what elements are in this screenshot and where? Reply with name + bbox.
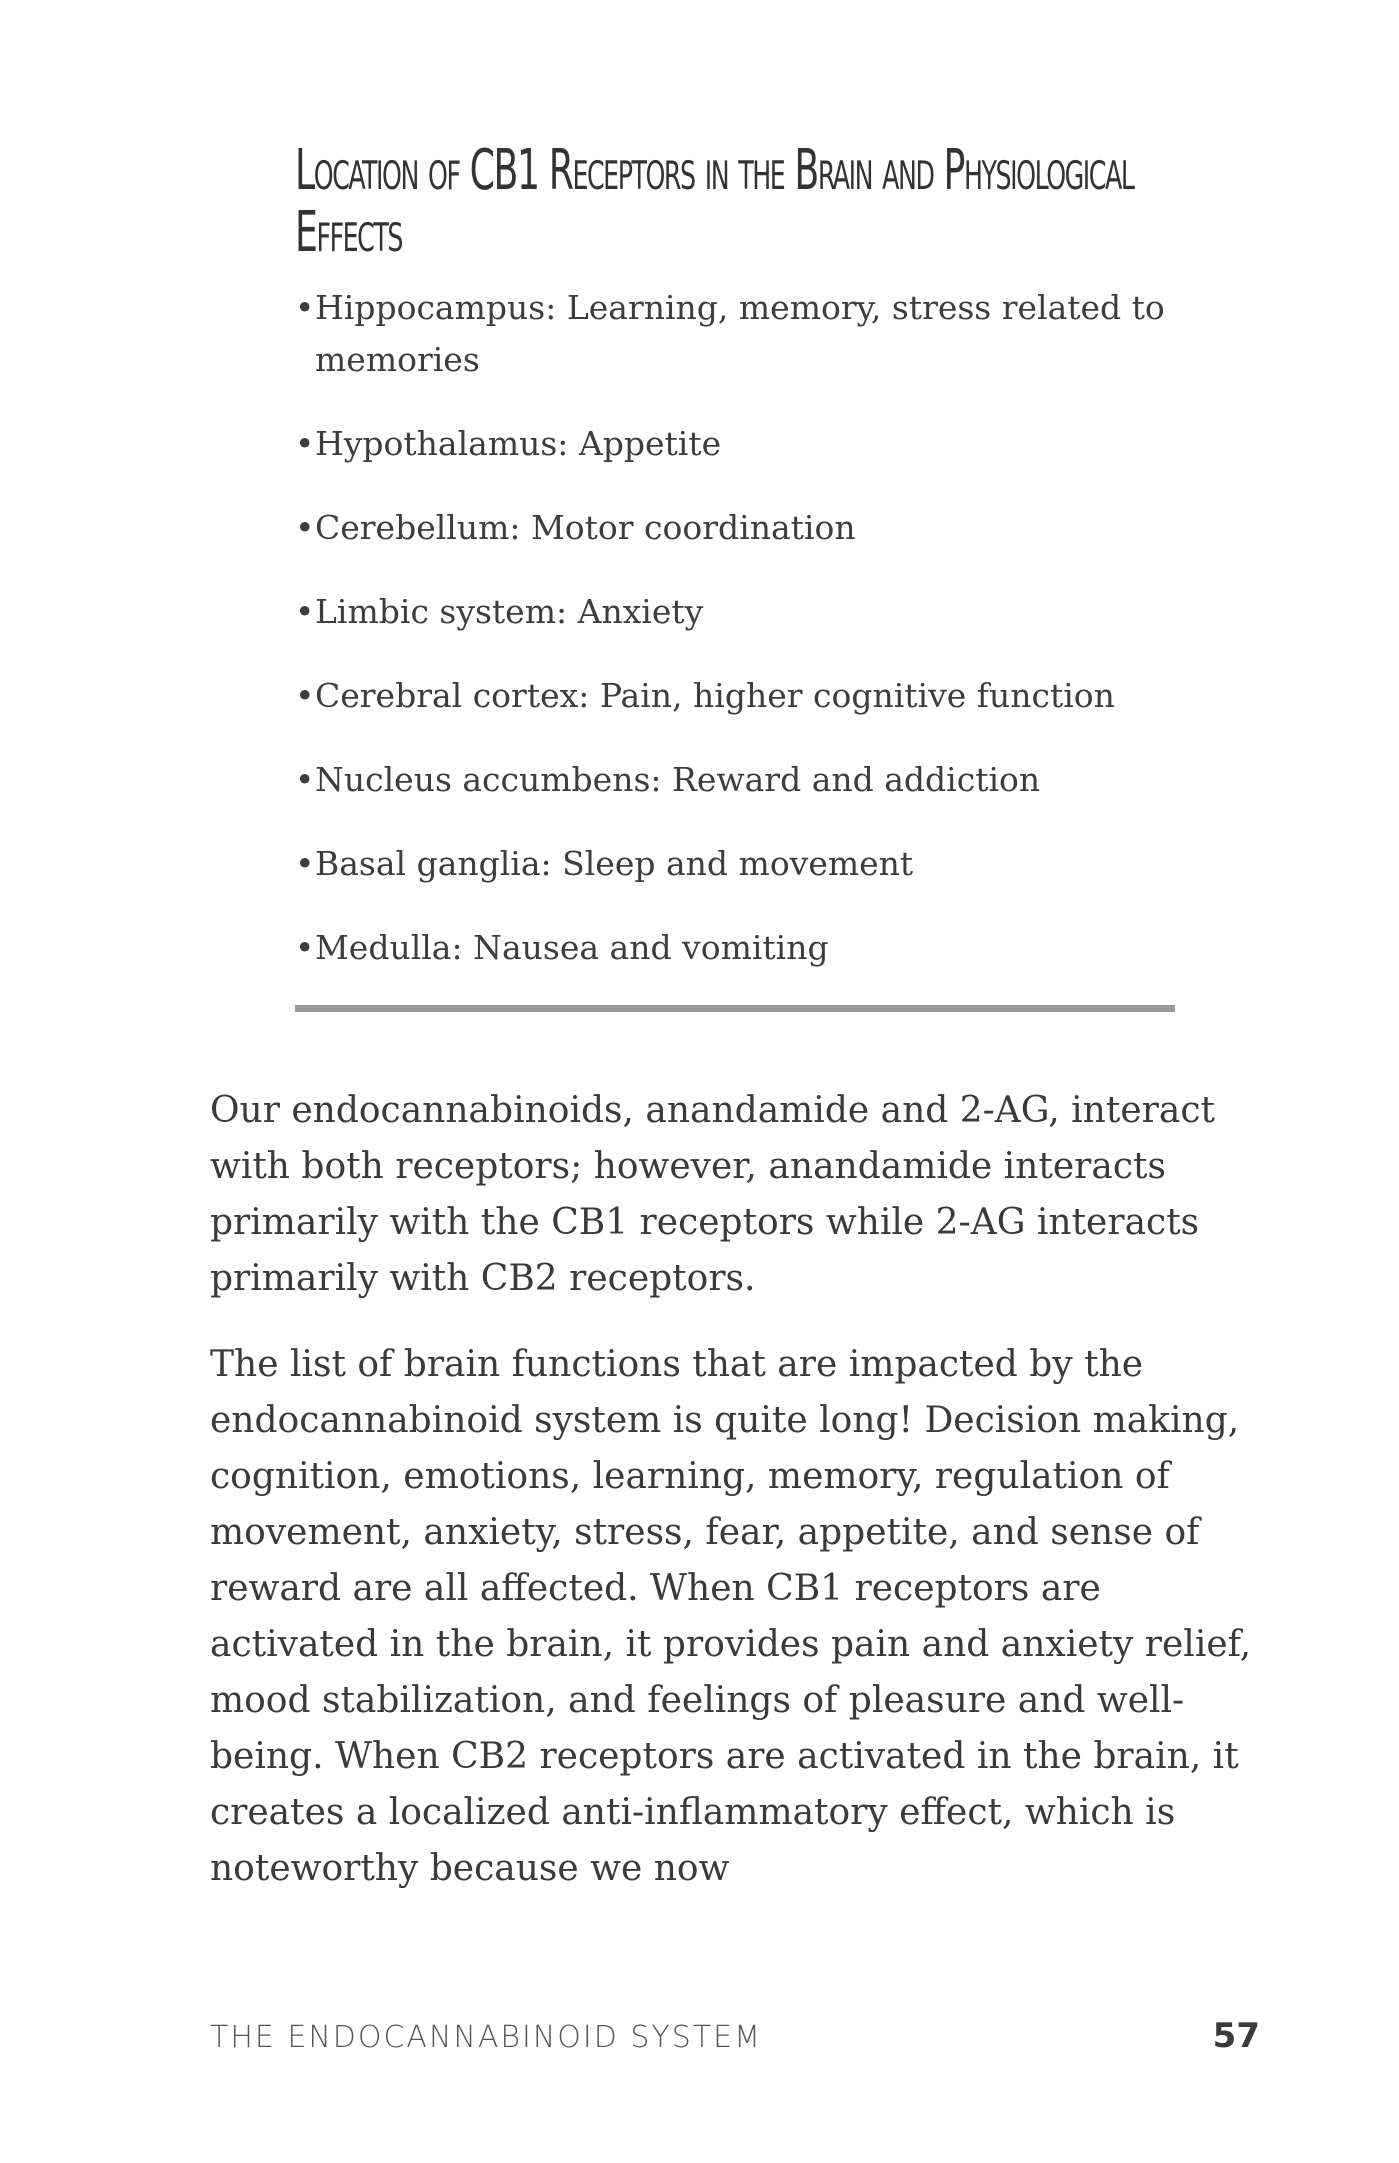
list-item: • Limbic system: Anxiety <box>295 586 1180 638</box>
bullet-icon: • <box>295 760 315 799</box>
body-paragraph: Our endocannabinoids, anandamide and 2-AG, interact with both receptors; however, anandamide interacts primarily with the CB1 receptors while 2-AG interacts primarily with CB2 receptors. <box>210 1090 1215 1299</box>
bullet-icon: • <box>295 928 315 967</box>
list-item: • Hypothalamus: Appetite <box>295 418 1180 470</box>
receptor-list <box>295 282 1180 974</box>
sidebar-title: Location of CB1 Receptors in the Brain and Physiological Effects <box>295 138 1134 265</box>
bullet-icon: • <box>295 288 315 327</box>
bullet-icon: • <box>295 592 315 631</box>
running-head: THE ENDOCANNABINOID SYSTEM <box>210 2020 762 2055</box>
body-text <box>210 1083 1275 1927</box>
page-number: 57 <box>1212 2016 1260 2056</box>
page-footer <box>210 2016 1260 2060</box>
list-item: • Medulla: Nausea and vomiting <box>295 922 1180 974</box>
list-item: • Hippocampus: Learning, memory, stress related to memories <box>295 282 1180 386</box>
list-item: • Cerebral cortex: Pain, higher cognitive function <box>295 670 1180 722</box>
sidebar-box <box>295 140 1180 1006</box>
sidebar-divider <box>295 1005 1175 1012</box>
bullet-icon: • <box>295 676 315 715</box>
list-item: • Basal ganglia: Sleep and movement <box>295 838 1180 890</box>
bullet-icon: • <box>295 424 315 463</box>
body-paragraph: The list of brain functions that are impacted by the endocannabinoid system is quite long! Decision making, cognition, emotions, learning, memory, regulation of movement, anxiety, stress, fear, appetite, and sense of reward are all affected. When CB1 receptors are activated in the brain, it provides pain and anxiety relief, mood stabilization, and feelings of pleasure and well-being. When CB2 receptors are activated in the brain, it creates a localized anti-inflammatory effect, which is noteworthy because we now <box>210 1344 1252 1889</box>
list-item: • Nucleus accumbens: Reward and addiction <box>295 754 1180 806</box>
list-item: • Cerebellum: Motor coordination <box>295 502 1180 554</box>
bullet-icon: • <box>295 844 315 883</box>
bullet-icon: • <box>295 508 315 547</box>
